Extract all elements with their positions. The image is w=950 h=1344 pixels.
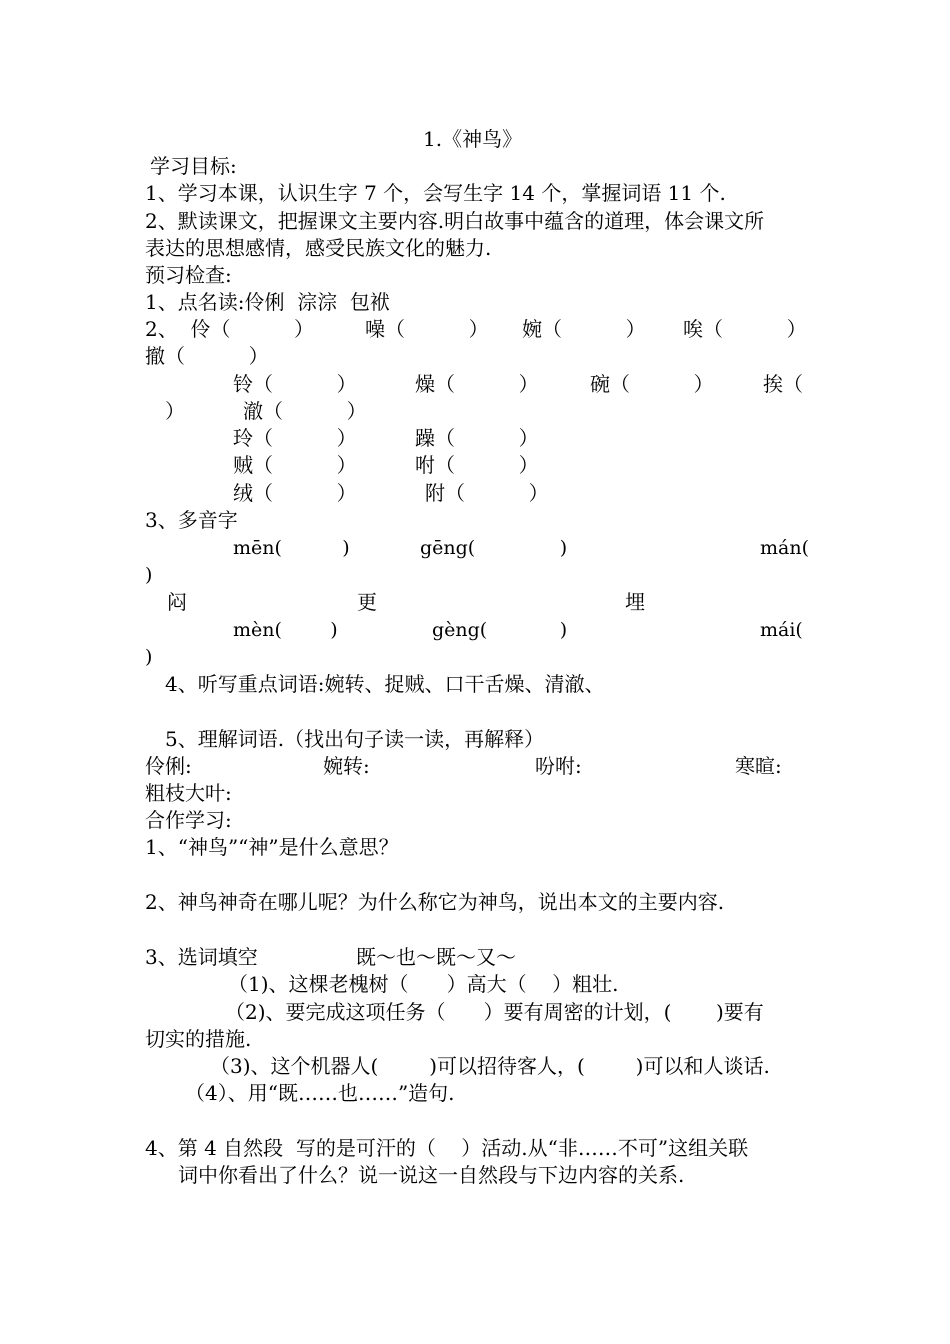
q2-row4-item1: 贼（ ） bbox=[233, 453, 357, 477]
q2-row2-wrap-paren: ） bbox=[165, 399, 185, 423]
q3-char-2: 更 bbox=[357, 590, 377, 614]
q5-word-5: 粗枝大叶: bbox=[145, 781, 232, 805]
q2-row4-item2: 咐（ ） bbox=[415, 453, 539, 477]
q3-pinyin-row2-wrap: ) bbox=[145, 646, 153, 668]
q3-heading: 3、多音字 bbox=[145, 508, 238, 532]
q2-row2-wrap-item: 澈（ ） bbox=[243, 399, 367, 423]
cooperation-q3-s4: （4）、用“既……也……”造句. bbox=[185, 1081, 455, 1105]
q5-word-4: 寒暄: bbox=[735, 754, 782, 778]
page-title: 1.《神鸟》 bbox=[423, 127, 523, 151]
q2-row5-item1: 绒（ ） bbox=[233, 481, 357, 505]
cooperation-q3-s1: （1)、这棵老槐树（ ）高大（ ）粗壮. bbox=[228, 972, 619, 996]
q2-row2-item3: 碗（ ） bbox=[590, 372, 714, 396]
q2-row5-item2: 附（ ） bbox=[425, 481, 549, 505]
q3-char-1: 闷 bbox=[167, 590, 187, 614]
q3-char-3: 埋 bbox=[625, 590, 645, 614]
q2-row1-item1: 2、 伶（ ） bbox=[145, 317, 315, 341]
q3-pinyin-row2-item2: gèng( ) bbox=[432, 619, 568, 641]
cooperation-q2: 2、神鸟神奇在哪儿呢？为什么称它为神鸟，说出本文的主要内容. bbox=[145, 890, 725, 914]
cooperation-q1: 1、“神鸟”“神”是什么意思？ bbox=[145, 835, 399, 859]
q5-word-1: 伶俐: bbox=[145, 754, 192, 778]
cooperation-q3-s2-line1: （2)、要完成这项任务（ ）要有周密的计划，( )要有 bbox=[225, 1000, 764, 1024]
objective-2-line2: 表达的思想感情，感受民族文化的魅力. bbox=[145, 236, 492, 260]
q2-row2-item4: 挨（ bbox=[763, 372, 803, 396]
q3-pinyin-row1-item2: gēng( ) bbox=[420, 537, 568, 559]
preview-heading: 预习检查: bbox=[145, 263, 232, 287]
q2-row1-wrap: 撤（ ） bbox=[145, 344, 269, 368]
cooperation-q4-line1: 4、第 4 自然段 写的是可汗的（ ）活动.从“非……不可”这组关联 bbox=[145, 1136, 749, 1160]
q3-pinyin-row1-item1: mēn( ) bbox=[233, 537, 350, 559]
preview-q4: 4、听写重点词语:婉转、捉贼、口干舌燥、清澈、 bbox=[165, 672, 605, 696]
q2-row1-item3: 婉（ ） bbox=[522, 317, 646, 341]
cooperation-q3-s3: （3)、这个机器人( )可以招待客人，( )可以和人谈话. bbox=[210, 1054, 770, 1078]
cooperation-q3-s2-line2: 切实的措施. bbox=[145, 1027, 252, 1051]
cooperation-q3-options: 既～也～既～又～ bbox=[356, 945, 516, 969]
cooperation-q4-line2: 词中你看出了什么？说一说这一自然段与下边内容的关系. bbox=[178, 1163, 685, 1187]
q3-pinyin-row2-item1: mèn( ) bbox=[233, 619, 338, 641]
q3-pinyin-row1-item3: mán( bbox=[760, 537, 809, 559]
cooperation-q3-label: 3、选词填空 bbox=[145, 945, 258, 969]
objective-1: 1、学习本课，认识生字 7 个，会写生字 14 个，掌握词语 11 个. bbox=[145, 181, 726, 205]
preview-q1: 1、点名读:伶俐 淙淙 包袱 bbox=[145, 290, 390, 314]
q2-row2-item2: 燥（ ） bbox=[415, 372, 539, 396]
q3-pinyin-row1-wrap: ) bbox=[145, 564, 153, 586]
objective-2-line1: 2、默读课文，把握课文主要内容.明白故事中蕴含的道理，体会课文所 bbox=[145, 209, 765, 233]
q2-row1-item2: 噪（ ） bbox=[365, 317, 489, 341]
q2-row3-item2: 躁（ ） bbox=[415, 426, 539, 450]
q2-row2-item1: 铃（ ） bbox=[233, 372, 357, 396]
cooperation-heading: 合作学习: bbox=[145, 808, 232, 832]
q3-pinyin-row2-item3: mái( bbox=[760, 619, 803, 641]
q5-word-2: 婉转: bbox=[323, 754, 370, 778]
preview-q5-heading: 5、理解词语.（找出句子读一读，再解释） bbox=[165, 727, 545, 751]
q2-row3-item1: 玲（ ） bbox=[233, 426, 357, 450]
objectives-heading: 学习目标: bbox=[150, 154, 237, 178]
q2-row1-item4: 唉（ ） bbox=[683, 317, 807, 341]
q5-word-3: 吩咐: bbox=[535, 754, 582, 778]
